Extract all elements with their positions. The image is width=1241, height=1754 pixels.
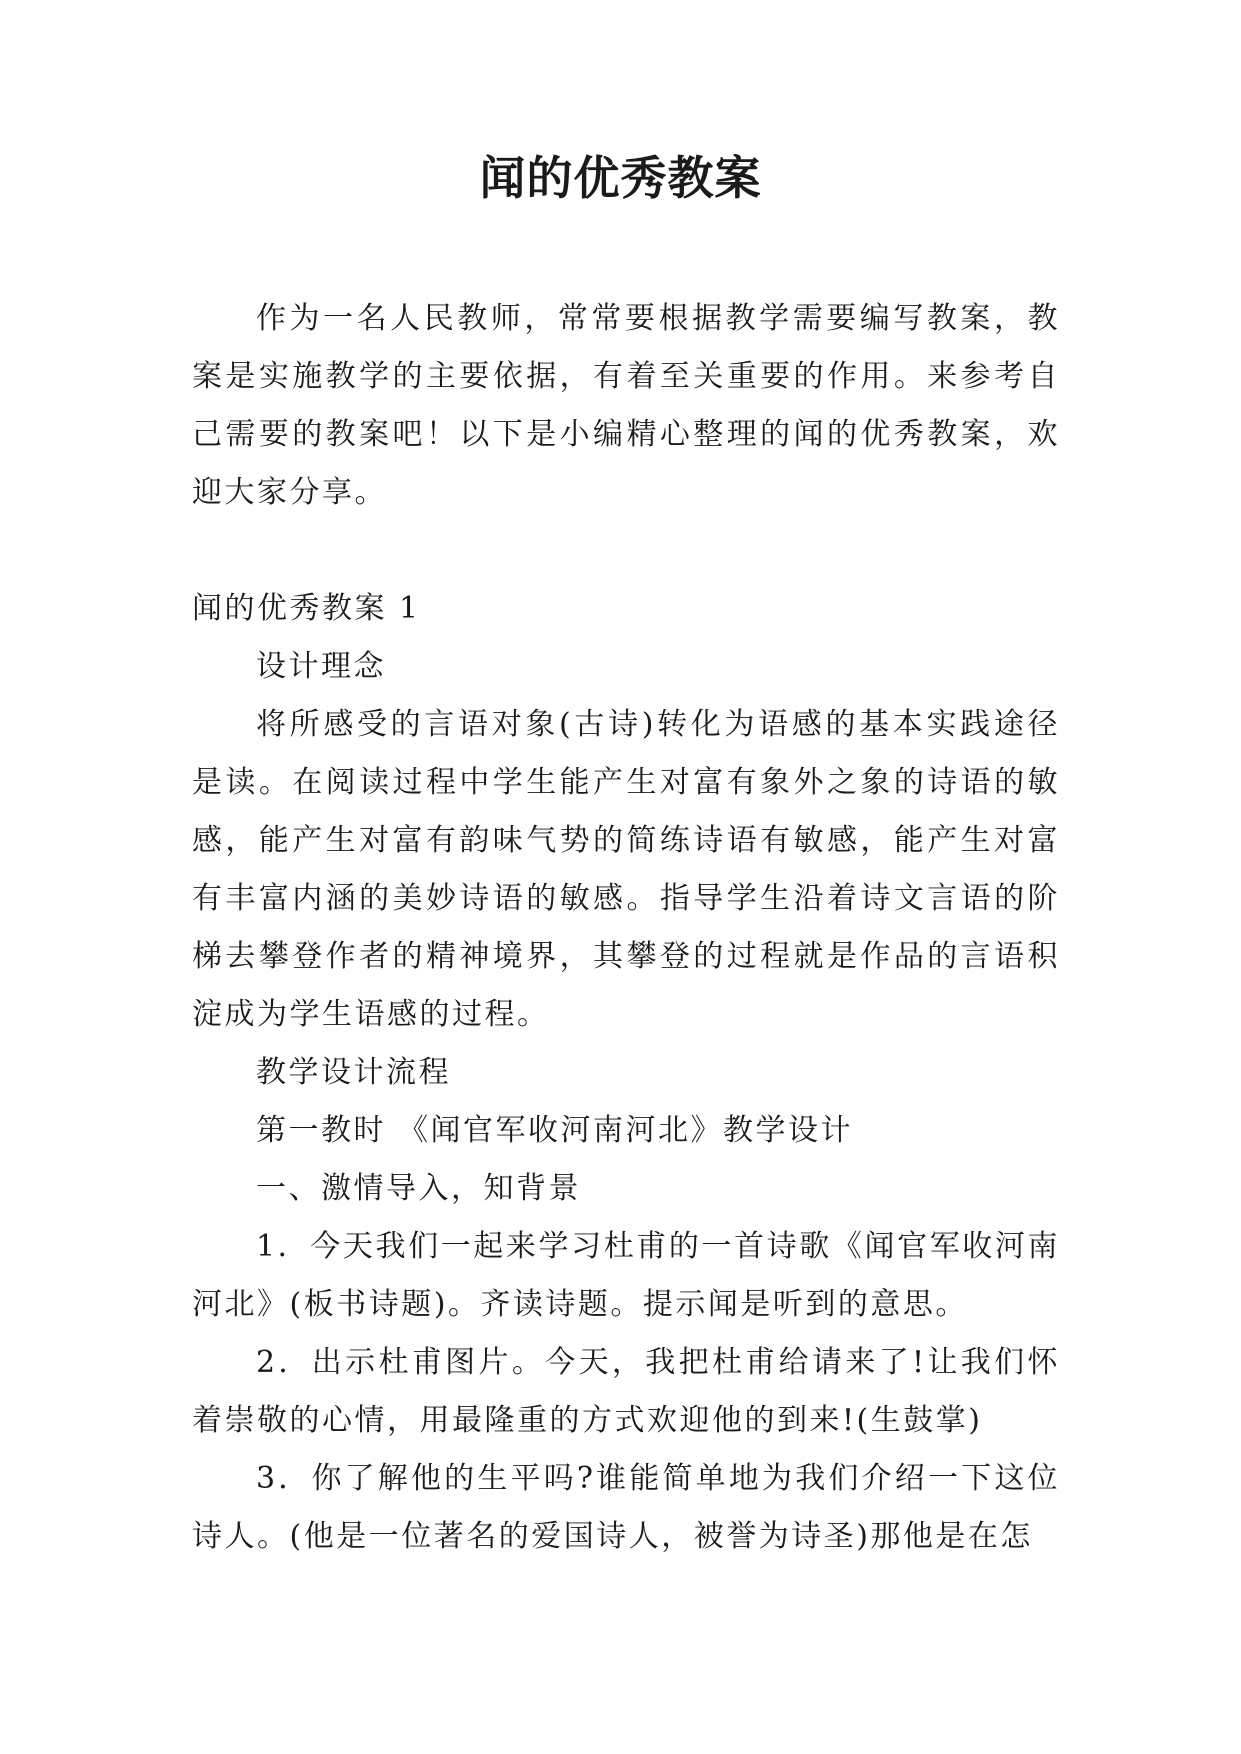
document-body [192,290,1060,1566]
list-item: 3．你了解他的生平吗?谁能简单地为我们介绍一下这位诗人。(他是一位著名的爱国诗人，被誉为诗圣)那他是在怎 [192,1461,1060,1554]
section-heading: 闻的优秀教案 1 [192,591,421,626]
document-title: 闻的优秀教案 [479,151,762,205]
step-heading: 一、激情导入，知背景 [256,1171,581,1206]
list-item: 1．今天我们一起来学习杜甫的一首诗歌《闻官军收河南河北》(板书诗题)。齐读诗题。提示闻是听到的意思。 [192,1229,1060,1322]
lesson-heading: 第一教时 《闻官军收河南河北》教学设计 [256,1113,854,1148]
flow-heading: 教学设计流程 [256,1055,451,1090]
design-concept-paragraph: 将所感受的言语对象(古诗)转化为语感的基本实践途径是读。在阅读过程中学生能产生对富有象外之象的诗语的敏感，能产生对富有韵味气势的简练诗语有敏感，能产生对富有丰富内涵的美妙诗语的敏感。指导学生沿着诗文言语的阶梯去攀登作者的精神境界，其攀登的过程就是作品的言语积淀成为学生语感的过程。 [192,707,1060,1032]
design-concept-heading: 设计理念 [256,649,386,684]
intro-paragraph: 作为一名人民教师，常常要根据教学需要编写教案，教案是实施教学的主要依据，有着至关重要的作用。来参考自己需要的教案吧！以下是小编精心整理的闻的优秀教案，欢迎大家分享。 [192,301,1060,510]
list-item: 2．出示杜甫图片。今天，我把杜甫给请来了!让我们怀着崇敬的心情，用最隆重的方式欢迎他的到来!(生鼓掌) [192,1345,1060,1438]
